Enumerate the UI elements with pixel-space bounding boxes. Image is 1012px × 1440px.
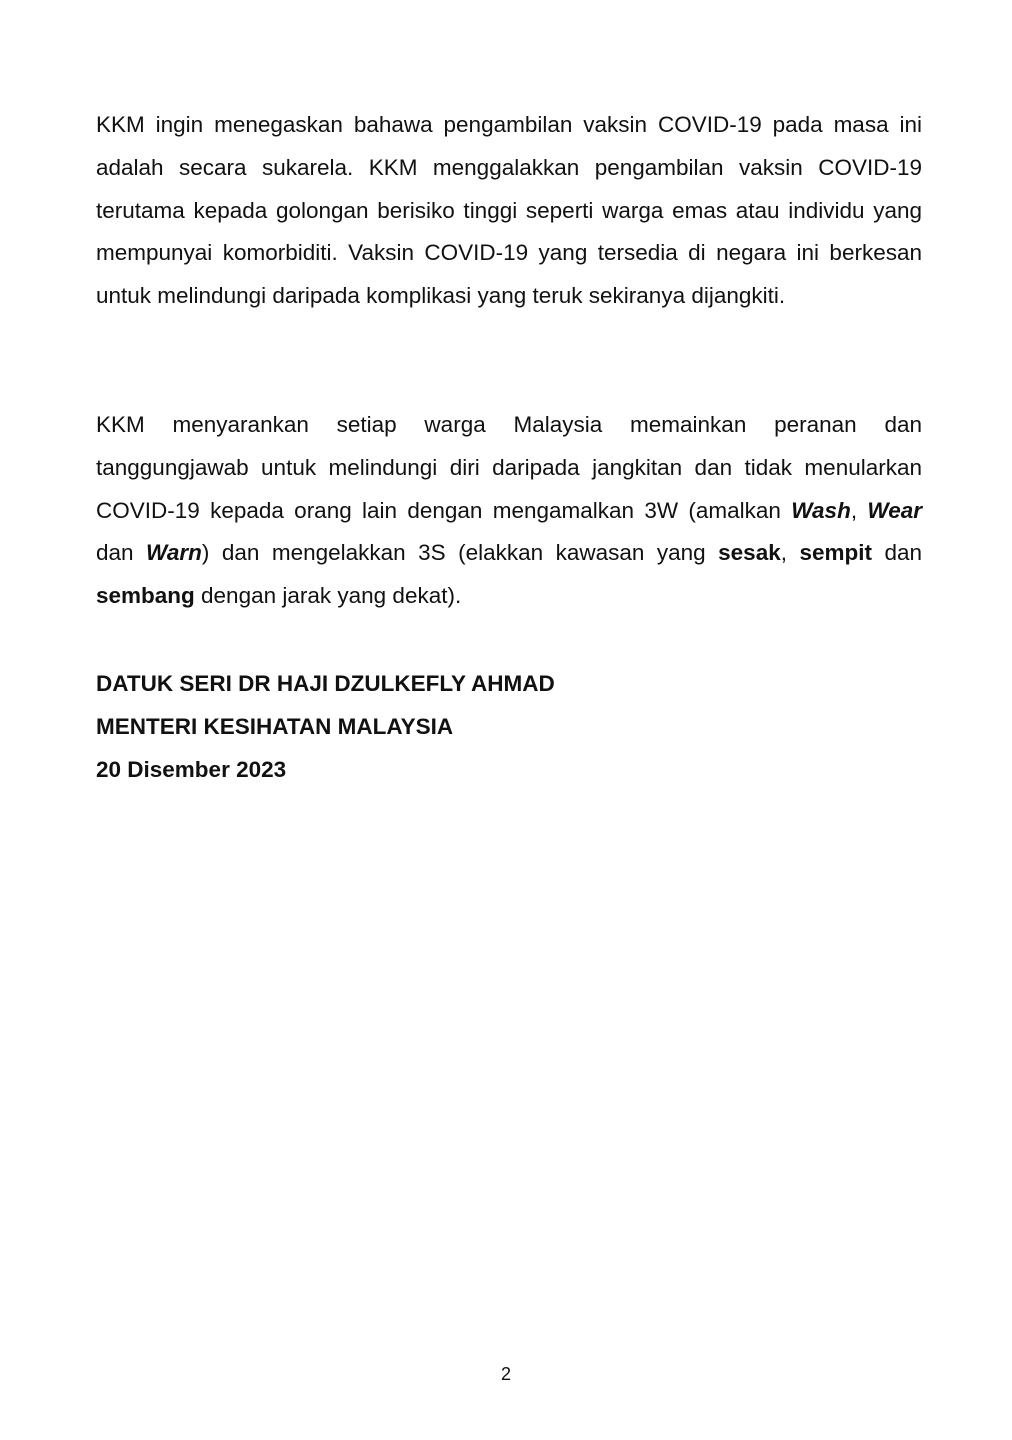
paragraph-text: ) dan mengelakkan 3S (elakkan kawasan yang: [201, 540, 719, 566]
keyword-sempit: sempit: [799, 540, 872, 566]
keyword-warn: Warn: [146, 540, 202, 566]
signatory-name: DATUK SERI DR HAJI DZULKEFLY AHMAD: [96, 671, 555, 696]
separator: ,: [780, 540, 800, 566]
signatory-title: MENTERI KESIHATAN MALAYSIA: [96, 714, 454, 739]
separator: dan: [96, 540, 147, 566]
separator: ,: [850, 497, 868, 523]
paragraph-3w-3s-advice: [96, 404, 922, 618]
keyword-wear: Wear: [867, 497, 922, 523]
document-date: 20 Disember 2023: [96, 757, 287, 782]
page-number: 2: [500, 1364, 511, 1384]
keyword-sesak: sesak: [718, 540, 781, 566]
paragraph-vaccination-voluntary: KKM ingin menegaskan bahawa pengambilan vaksin COVID-19 pada masa ini adalah secara sukarela. KKM menggalakkan pengambilan vaksin COVID-19 terutama kepada golongan berisiko tinggi seperti warga emas atau individu yang mempunyai komorbiditi. Vaksin COVID-19 yang tersedia di negara ini berkesan untuk melindungi daripada komplikasi yang teruk sekiranya dijangkiti.: [96, 112, 922, 309]
separator: dan: [871, 540, 922, 566]
keyword-wash: Wash: [791, 497, 851, 523]
paragraph-text: KKM menyarankan setiap warga Malaysia memainkan peranan dan tanggungjawab untuk melindungi diri daripada jangkitan dan tidak menularkan COVID-19 kepada orang lain dengan mengamalkan 3W (amalkan: [96, 412, 922, 523]
keyword-sembang: sembang: [96, 583, 195, 609]
paragraph-text: dengan jarak yang dekat).: [194, 583, 462, 609]
